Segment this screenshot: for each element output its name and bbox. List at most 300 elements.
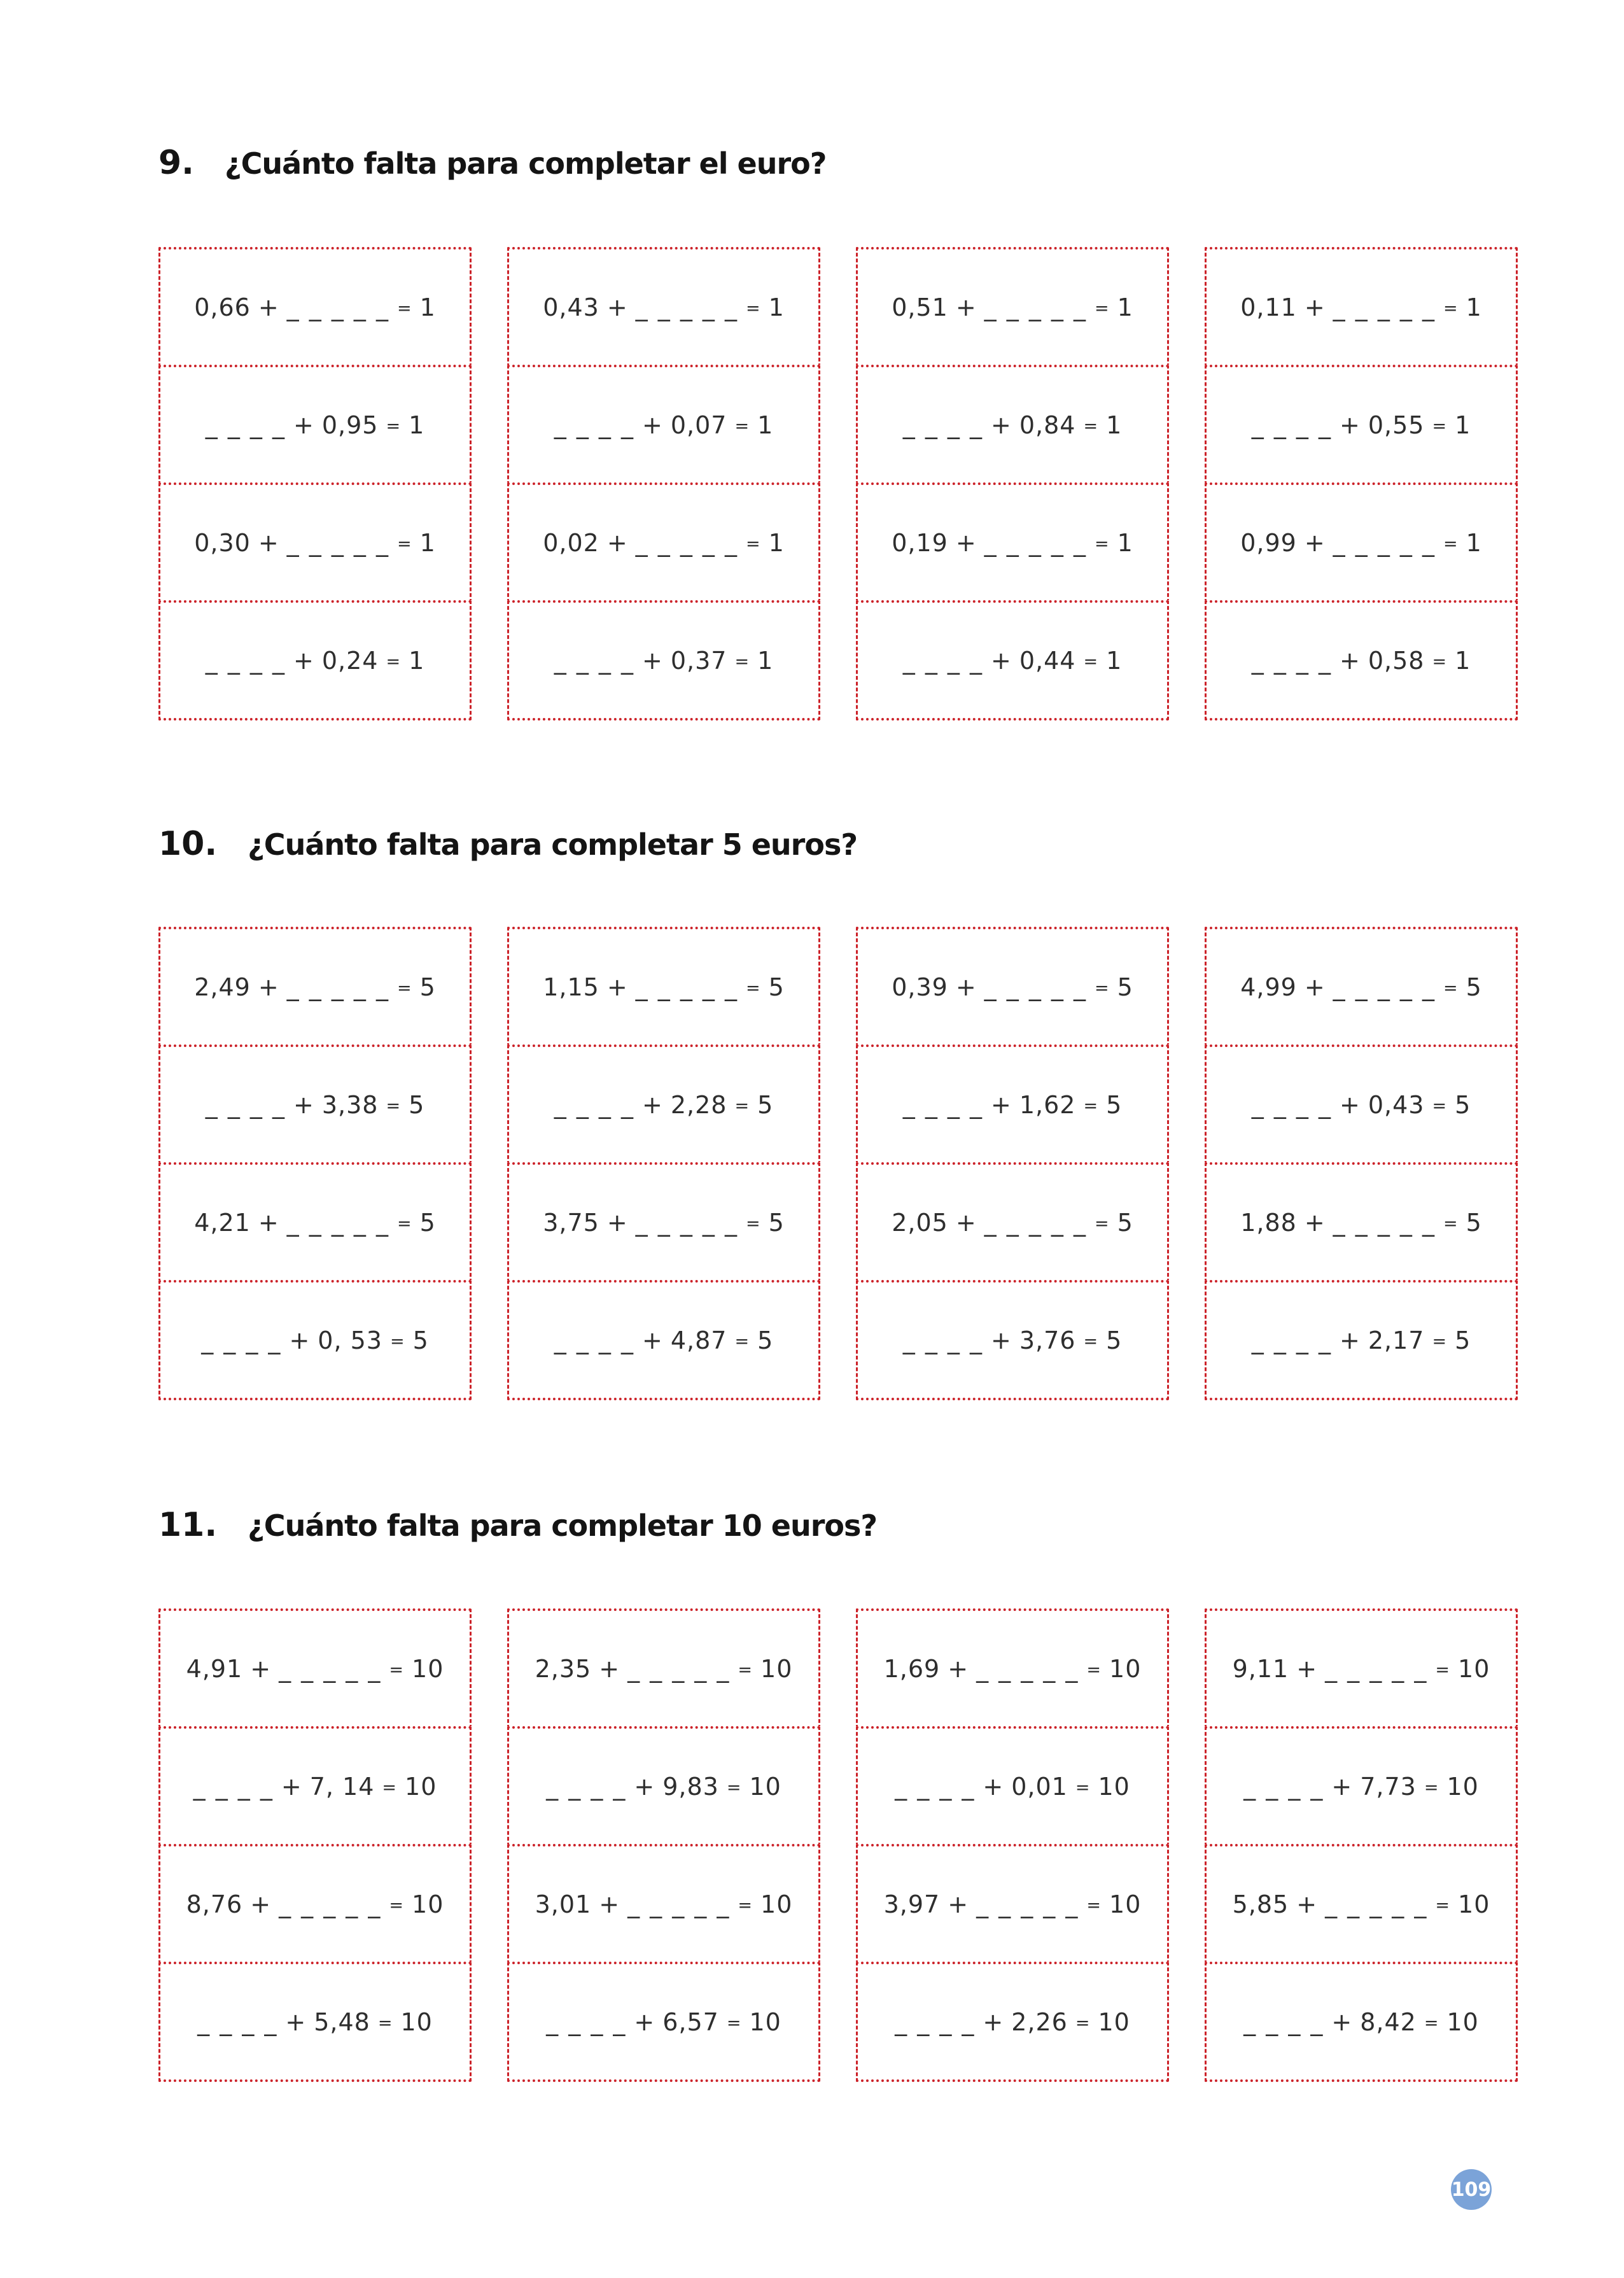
equation [206,647,425,675]
addend-value: 4,21 [194,1208,251,1237]
plus-sign: + [258,293,279,321]
plus-sign: + [1304,293,1326,321]
answer-blank: _ _ _ _ [205,411,286,439]
plus-sign: + [250,1654,272,1683]
total-value: 5 [1117,1208,1133,1237]
equation [535,1890,793,1918]
plus-sign: + [1331,1772,1353,1801]
total-value: 5 [1106,1090,1123,1119]
equation [535,1655,793,1683]
addend-value: 1,69 [883,1654,941,1683]
addend-value: 2,17 [1368,1326,1425,1354]
total-value: 5 [412,1326,429,1354]
total-value: 1 [1466,293,1482,321]
answer-blank: _ _ _ _ _ [1333,973,1436,1001]
total-value: 10 [405,1772,437,1801]
equation-card [158,482,472,603]
answer-blank: _ _ _ _ [205,1090,286,1119]
equation [206,411,425,439]
addend-value: 1,15 [543,973,599,1001]
addend-value: 0,43 [1368,1090,1425,1119]
exercise-title-row [158,144,826,182]
addend-value: 8,42 [1360,2007,1417,2036]
plus-sign: + [606,973,628,1001]
equation-card [507,927,820,1047]
page-number: 109 [1451,2178,1492,2201]
plus-sign: + [1331,2007,1353,2036]
plus-sign: + [285,2007,307,2036]
answer-blank: _ _ _ _ [554,1326,634,1354]
answer-blank: _ _ _ _ [193,1772,274,1801]
equals-sign: = [734,1331,750,1351]
addend-value: 0,39 [892,973,948,1001]
exercise-number: 9. [158,144,194,182]
equals-sign: = [1083,651,1099,671]
equation-card [1205,247,1518,367]
grid-column [507,927,820,1400]
equals-sign: = [1086,1895,1102,1915]
plus-sign: + [634,2007,655,2036]
equals-sign: = [745,1213,761,1234]
exercise-grid [158,247,1518,721]
total-value: 1 [409,646,425,675]
equation [193,1773,437,1801]
equation [546,2008,781,2036]
total-value: 5 [419,973,436,1001]
answer-blank: _ _ _ _ _ [635,528,738,557]
answer-blank: _ _ _ _ _ [1333,1208,1436,1237]
equation-card [1205,600,1518,721]
grid-column [158,1608,472,2082]
equation-card [507,365,820,485]
answer-blank: _ _ _ _ [902,646,983,675]
equation [1252,411,1471,439]
addend-value: 8,76 [186,1890,243,1918]
addend-value: 1,62 [1019,1090,1076,1119]
total-value: 1 [757,411,774,439]
plus-sign: + [258,528,279,557]
addend-value: 0,43 [543,293,599,321]
plus-sign: + [258,973,279,1001]
equals-sign: = [386,651,402,671]
equation [884,1655,1142,1683]
total-value: 5 [1117,973,1133,1001]
equation [543,1209,785,1237]
addend-value: 5,85 [1232,1890,1289,1918]
addend-value: 9,11 [1232,1654,1289,1683]
answer-blank: _ _ _ _ _ [1325,1890,1428,1918]
answer-blank: _ _ _ _ [1251,1090,1332,1119]
total-value: 5 [757,1326,774,1354]
answer-blank: _ _ _ _ _ [1325,1654,1428,1683]
plus-sign: + [293,411,314,439]
equals-sign: = [738,1895,753,1915]
equals-sign: = [389,1895,405,1915]
addend-value: 2,35 [535,1654,592,1683]
answer-blank: _ _ _ _ _ [286,528,389,557]
addend-value: 7,73 [1360,1772,1417,1801]
total-value: 1 [768,293,785,321]
plus-sign: + [990,1090,1012,1119]
equals-sign: = [1432,1331,1448,1351]
answer-blank: _ _ _ _ [902,411,983,439]
plus-sign: + [606,1208,628,1237]
equation-card [856,1962,1169,2082]
grid-column [1205,247,1518,721]
total-value: 5 [409,1090,425,1119]
equation [194,529,436,557]
equals-sign: = [1432,651,1448,671]
addend-value: 0,58 [1368,646,1425,675]
equation [903,1326,1123,1354]
equation [554,647,774,675]
answer-blank: _ _ _ _ _ [984,528,1087,557]
total-value: 5 [1466,1208,1482,1237]
total-value: 5 [1455,1090,1471,1119]
equals-sign: = [1443,1213,1459,1234]
answer-blank: _ _ _ _ _ [976,1654,1079,1683]
plus-sign: + [1339,646,1361,675]
total-value: 10 [1098,1772,1130,1801]
total-value: 10 [760,1890,793,1918]
total-value: 1 [1455,411,1471,439]
page-number-badge [1451,2169,1492,2210]
answer-blank: _ _ _ _ [895,1772,976,1801]
total-value: 1 [419,528,436,557]
equation-card [507,247,820,367]
equation-card [856,1608,1169,1729]
equation [1243,2008,1479,2036]
equation [892,973,1133,1001]
equation [546,1773,781,1801]
equation-card [507,1608,820,1729]
plus-sign: + [1304,1208,1326,1237]
equals-sign: = [377,2013,393,2033]
plus-sign: + [990,646,1012,675]
grid-column [1205,927,1518,1400]
answer-blank: _ _ _ _ _ [635,293,738,321]
equals-sign: = [382,1777,398,1797]
answer-blank: _ _ _ _ [546,2007,627,2036]
plus-sign: + [948,1890,969,1918]
equals-sign: = [726,1777,742,1797]
total-value: 10 [760,1654,793,1683]
equation [543,529,785,557]
plus-sign: + [641,1326,663,1354]
answer-blank: _ _ _ _ _ [286,293,389,321]
total-value: 1 [1117,528,1133,557]
equals-sign: = [1094,978,1110,998]
equals-sign: = [734,416,750,436]
answer-blank: _ _ _ _ _ [279,1890,382,1918]
plus-sign: + [634,1772,655,1801]
total-value: 10 [412,1890,444,1918]
addend-value: 7, 14 [309,1772,375,1801]
equation-card [1205,1162,1518,1283]
answer-blank: _ _ _ _ [546,1772,627,1801]
plus-sign: + [1304,528,1326,557]
total-value: 1 [419,293,436,321]
answer-blank: _ _ _ _ _ [286,1208,389,1237]
equation [892,293,1133,321]
total-value: 1 [1455,646,1471,675]
addend-value: 0,44 [1019,646,1076,675]
equation [194,973,436,1001]
addend-value: 3,01 [535,1890,592,1918]
equation-card [507,482,820,603]
total-value: 10 [1109,1654,1142,1683]
equals-sign: = [1443,533,1459,554]
equals-sign: = [1432,1095,1448,1116]
equation-card [158,1726,472,1846]
total-value: 5 [768,1208,785,1237]
addend-value: 2,49 [194,973,251,1001]
equals-sign: = [745,978,761,998]
equation-card [856,1280,1169,1400]
addend-value: 2,28 [670,1090,727,1119]
plus-sign: + [955,293,977,321]
equation [884,1890,1142,1918]
equation [1240,1209,1482,1237]
equals-sign: = [396,298,412,318]
total-value: 5 [757,1090,774,1119]
plus-sign: + [955,528,977,557]
addend-value: 0,84 [1019,411,1076,439]
answer-blank: _ _ _ _ _ [984,973,1087,1001]
equals-sign: = [389,1331,405,1351]
equation [1252,647,1471,675]
exercise-title-row [158,1506,877,1544]
total-value: 1 [1117,293,1133,321]
plus-sign: + [281,1772,302,1801]
equals-sign: = [1424,1777,1439,1797]
equals-sign: = [745,298,761,318]
addend-value: 3,75 [543,1208,599,1237]
total-value: 5 [1106,1326,1123,1354]
equals-sign: = [738,1659,753,1680]
total-value: 1 [1466,528,1482,557]
grid-column [856,1608,1169,2082]
equation-card [856,927,1169,1047]
addend-value: 0,30 [194,528,251,557]
answer-blank: _ _ _ _ [895,2007,976,2036]
grid-column [507,1608,820,2082]
answer-blank: _ _ _ _ [554,1090,634,1119]
equation-card [158,1162,472,1283]
equals-sign: = [1094,1213,1110,1234]
equals-sign: = [1094,533,1110,554]
equals-sign: = [1083,416,1099,436]
equation-card [507,1726,820,1846]
equals-sign: = [1435,1895,1451,1915]
equation-card [856,482,1169,603]
answer-blank: _ _ _ _ _ [1333,293,1436,321]
equation-card [507,1044,820,1165]
plus-sign: + [293,646,314,675]
equals-sign: = [1435,1659,1451,1680]
equation-card [507,600,820,721]
equation [892,1209,1133,1237]
equation-card [158,365,472,485]
equation [543,293,785,321]
equals-sign: = [1075,2013,1091,2033]
equation-card [856,1844,1169,1964]
total-value: 5 [1455,1326,1471,1354]
addend-value: 0,19 [892,528,948,557]
equation-card [507,1162,820,1283]
answer-blank: _ _ _ _ _ [627,1654,731,1683]
equals-sign: = [1424,2013,1439,2033]
equation-card [1205,482,1518,603]
equals-sign: = [1443,978,1459,998]
total-value: 10 [1446,1772,1479,1801]
answer-blank: _ _ _ _ _ [635,973,738,1001]
equation-card [507,1844,820,1964]
equation [1243,1773,1479,1801]
equation [201,1326,429,1354]
equals-sign: = [396,1213,412,1234]
answer-blank: _ _ _ _ [1251,646,1332,675]
equals-sign: = [396,533,412,554]
equation [186,1655,444,1683]
total-value: 5 [768,973,785,1001]
plus-sign: + [955,1208,977,1237]
total-value: 1 [1106,411,1123,439]
equation [1240,529,1482,557]
equation [186,1890,444,1918]
exercise-title-row [158,825,857,863]
total-value: 1 [757,646,774,675]
equals-sign: = [734,651,750,671]
grid-column [856,247,1169,721]
answer-blank: _ _ _ _ [902,1090,983,1119]
answer-blank: _ _ _ _ [554,411,634,439]
equals-sign: = [1083,1331,1099,1351]
equation [206,1091,425,1119]
equation-card [856,247,1169,367]
answer-blank: _ _ _ _ [902,1326,983,1354]
answer-blank: _ _ _ _ [554,646,634,675]
plus-sign: + [258,1208,279,1237]
equals-sign: = [1094,298,1110,318]
plus-sign: + [990,411,1012,439]
plus-sign: + [599,1890,620,1918]
equals-sign: = [734,1095,750,1116]
addend-value: 0,51 [892,293,948,321]
total-value: 10 [1446,2007,1479,2036]
plus-sign: + [1296,1654,1318,1683]
total-value: 1 [409,411,425,439]
equals-sign: = [1086,1659,1102,1680]
exercise-grid [158,927,1518,1400]
addend-value: 0,07 [670,411,727,439]
equation [895,1773,1130,1801]
total-value: 1 [768,528,785,557]
answer-blank: _ _ _ _ [197,2007,278,2036]
addend-value: 3,76 [1019,1326,1076,1354]
grid-column [1205,1608,1518,2082]
grid-column [507,247,820,721]
equals-sign: = [389,1659,405,1680]
equation-card [1205,1726,1518,1846]
exercise-grid [158,1608,1518,2082]
addend-value: 0,37 [670,646,727,675]
equals-sign: = [1075,1777,1091,1797]
equation-card [1205,1608,1518,1729]
addend-value: 4,87 [670,1326,727,1354]
addend-value: 6,57 [662,2007,719,2036]
addend-value: 0,99 [1240,528,1297,557]
answer-blank: _ _ _ _ [1251,1326,1332,1354]
addend-value: 5,48 [314,2007,370,2036]
equals-sign: = [386,1095,402,1116]
plus-sign: + [606,528,628,557]
plus-sign: + [1339,1090,1361,1119]
equation-card [1205,927,1518,1047]
equation-card [1205,1280,1518,1400]
total-value: 10 [1109,1890,1142,1918]
addend-value: 0,24 [321,646,379,675]
equation [554,411,774,439]
equation-card [158,600,472,721]
equation-card [1205,1044,1518,1165]
equation-card [507,1962,820,2082]
equation [1240,293,1482,321]
equals-sign: = [745,533,761,554]
equation [895,2008,1130,2036]
equation-card [1205,1844,1518,1964]
addend-value: 4,99 [1240,973,1297,1001]
plus-sign: + [983,1772,1004,1801]
equation [197,2008,433,2036]
answer-blank: _ _ _ _ [1243,2007,1324,2036]
addend-value: 1,88 [1240,1208,1297,1237]
plus-sign: + [606,293,628,321]
equation [1252,1091,1471,1119]
exercise-number: 10. [158,825,218,863]
answer-blank: _ _ _ _ _ [279,1654,382,1683]
equation [903,647,1123,675]
exercise-title: ¿Cuánto falta para completar 10 euros? [248,1508,878,1543]
addend-value: 0,95 [321,411,379,439]
plus-sign: + [983,2007,1004,2036]
addend-value: 0,11 [1240,293,1297,321]
exercise-title: ¿Cuánto falta para completar el euro? [224,146,827,181]
answer-blank: _ _ _ _ _ [984,293,1087,321]
equals-sign: = [386,416,402,436]
equals-sign: = [396,978,412,998]
equation-card [856,1726,1169,1846]
answer-blank: _ _ _ _ _ [286,973,389,1001]
addend-value: 0,01 [1011,1772,1068,1801]
equals-sign: = [1443,298,1459,318]
grid-column [158,927,472,1400]
equation-card [158,1608,472,1729]
addend-value: 2,05 [892,1208,948,1237]
plus-sign: + [955,973,977,1001]
total-value: 1 [1106,646,1123,675]
answer-blank: _ _ _ _ [1243,1772,1324,1801]
plus-sign: + [289,1326,311,1354]
equation [1252,1326,1471,1354]
equation-card [1205,365,1518,485]
addend-value: 2,26 [1011,2007,1068,2036]
plus-sign: + [641,1090,663,1119]
addend-value: 3,38 [321,1090,379,1119]
addend-value: 0, 53 [318,1326,382,1354]
equation [194,293,436,321]
total-value: 10 [1458,1654,1490,1683]
